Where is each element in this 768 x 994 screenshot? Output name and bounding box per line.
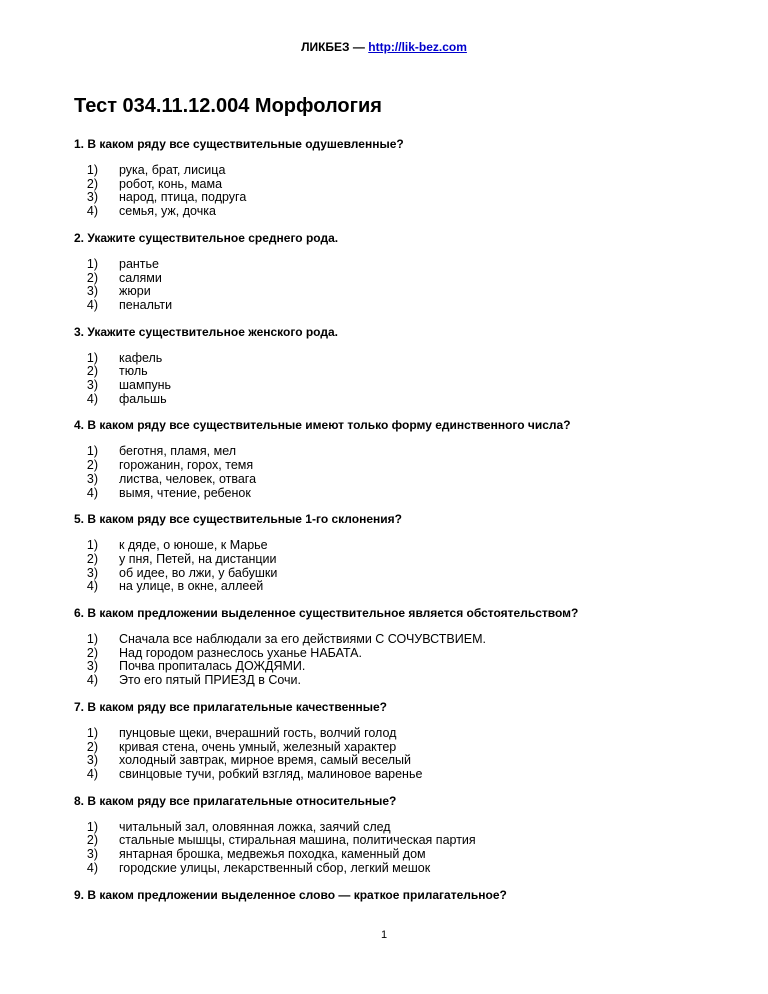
answer-option bbox=[74, 459, 714, 473]
answer-option bbox=[74, 539, 714, 553]
answer-options bbox=[74, 821, 714, 876]
option-number: 1) bbox=[86, 632, 98, 647]
option-number: 4) bbox=[86, 391, 98, 406]
header-site-link[interactable]: http://lik-bez.com bbox=[368, 40, 467, 54]
option-number: 2) bbox=[86, 833, 98, 848]
answer-option bbox=[74, 205, 714, 219]
option-number: 1) bbox=[86, 538, 98, 553]
option-number: 3) bbox=[86, 190, 98, 205]
answer-options bbox=[74, 633, 714, 688]
page-number: 1 bbox=[380, 929, 388, 941]
option-number: 1) bbox=[86, 163, 98, 177]
option-text: шампунь bbox=[119, 378, 172, 393]
option-number: 2) bbox=[86, 176, 98, 191]
answer-option bbox=[74, 580, 714, 594]
answer-option bbox=[74, 445, 714, 459]
question-text: 2. Укажите существительное среднего рода. bbox=[74, 230, 339, 245]
option-number: 3) bbox=[86, 471, 98, 486]
option-text: читальный зал, оловянная ложка, заячий след bbox=[119, 819, 391, 834]
option-text: салями bbox=[119, 270, 162, 285]
answer-option bbox=[74, 365, 714, 379]
answer-option bbox=[74, 741, 714, 755]
question-9 bbox=[74, 888, 714, 903]
option-text: пунцовые щеки, вчерашний гость, волчий голод bbox=[119, 725, 397, 740]
option-text: жюри bbox=[119, 284, 151, 299]
option-text: беготня, пламя, мел bbox=[119, 444, 237, 459]
option-number: 3) bbox=[86, 659, 98, 674]
option-number: 4) bbox=[86, 673, 98, 688]
question-5 bbox=[74, 512, 714, 594]
option-number: 3) bbox=[86, 753, 98, 768]
option-number: 4) bbox=[86, 204, 98, 219]
answer-option bbox=[74, 352, 714, 366]
answer-option bbox=[74, 258, 714, 272]
question-4 bbox=[74, 418, 714, 500]
option-number: 2) bbox=[86, 739, 98, 754]
question-list bbox=[74, 137, 714, 915]
option-number: 4) bbox=[86, 766, 98, 781]
answer-option bbox=[74, 393, 714, 407]
answer-option bbox=[74, 473, 714, 487]
option-text: свинцовые тучи, робкий взгляд, малиновое варенье bbox=[119, 766, 423, 781]
answer-options bbox=[74, 258, 714, 313]
answer-option bbox=[74, 285, 714, 299]
option-number: 2) bbox=[86, 551, 98, 566]
option-text: к дяде, о юноше, к Марье bbox=[119, 538, 268, 553]
option-text: тюль bbox=[119, 364, 148, 379]
option-text: рука, брат, лисица bbox=[119, 163, 226, 177]
option-number: 2) bbox=[86, 645, 98, 660]
question-text: 7. В каком ряду все прилагательные качественные? bbox=[74, 699, 387, 714]
question-text: 8. В каком ряду все прилагательные относительные? bbox=[74, 793, 397, 808]
answer-option bbox=[74, 647, 714, 661]
option-text: пенальти bbox=[119, 297, 173, 312]
answer-option bbox=[74, 164, 714, 178]
option-number: 2) bbox=[86, 364, 98, 379]
option-number: 4) bbox=[86, 297, 98, 312]
answer-option bbox=[74, 821, 714, 835]
option-number: 3) bbox=[86, 284, 98, 299]
option-text: Почва пропиталась ДОЖДЯМИ. bbox=[119, 659, 306, 674]
answer-option bbox=[74, 754, 714, 768]
option-text: робот, конь, мама bbox=[119, 176, 223, 191]
option-text: горожанин, горох, темя bbox=[119, 458, 254, 473]
question-7 bbox=[74, 700, 714, 782]
option-number: 4) bbox=[86, 485, 98, 500]
answer-option bbox=[74, 299, 714, 313]
page-title: Тест 034.11.12.004 Морфология bbox=[74, 95, 382, 117]
question-text: 9. В каком предложении выделенное слово — краткое прилагательное? bbox=[74, 887, 507, 902]
option-text: Над городом разнеслось уханье НАБАТА. bbox=[119, 645, 362, 660]
answer-option bbox=[74, 379, 714, 393]
answer-option bbox=[74, 862, 714, 876]
question-text: 1. В каком ряду все существительные одушевленные? bbox=[74, 137, 404, 151]
option-number: 1) bbox=[86, 444, 98, 459]
option-text: на улице, в окне, аллеей bbox=[119, 579, 264, 594]
option-number: 1) bbox=[86, 725, 98, 740]
answer-options bbox=[74, 352, 714, 407]
option-text: листва, человек, отвага bbox=[119, 471, 257, 486]
option-text: холодный завтрак, мирное время, самый веселый bbox=[119, 753, 412, 768]
answer-option bbox=[74, 272, 714, 286]
option-text: рантье bbox=[119, 256, 159, 271]
question-2 bbox=[74, 231, 714, 313]
option-text: кафель bbox=[119, 350, 163, 365]
question-text: 6. В каком предложении выделенное существительное является обстоятельством? bbox=[74, 606, 579, 621]
answer-options bbox=[74, 164, 714, 219]
option-number: 3) bbox=[86, 378, 98, 393]
question-3 bbox=[74, 325, 714, 407]
option-text: кривая стена, очень умный, железный характер bbox=[119, 739, 397, 754]
answer-option bbox=[74, 567, 714, 581]
question-1 bbox=[74, 137, 714, 219]
option-text: городские улицы, лекарственный сбор, легкий мешок bbox=[119, 860, 431, 875]
answer-option bbox=[74, 633, 714, 647]
answer-options bbox=[74, 445, 714, 500]
option-number: 2) bbox=[86, 458, 98, 473]
answer-option bbox=[74, 178, 714, 192]
page-header bbox=[0, 40, 768, 54]
option-text: у пня, Петей, на дистанции bbox=[119, 551, 277, 566]
option-number: 4) bbox=[86, 579, 98, 594]
answer-options bbox=[74, 727, 714, 782]
answer-option bbox=[74, 727, 714, 741]
header-site-name: ЛИКБЕЗ — bbox=[301, 40, 369, 54]
option-text: стальные мышцы, стиральная машина, политическая партия bbox=[119, 833, 476, 848]
answer-option bbox=[74, 191, 714, 205]
answer-option bbox=[74, 674, 714, 688]
question-8 bbox=[74, 794, 714, 876]
answer-option bbox=[74, 660, 714, 674]
option-text: Это его пятый ПРИЕЗД в Сочи. bbox=[119, 673, 302, 688]
option-number: 1) bbox=[86, 256, 98, 271]
option-text: об идее, во лжи, у бабушки bbox=[119, 565, 278, 580]
answer-option bbox=[74, 848, 714, 862]
option-text: семья, уж, дочка bbox=[119, 204, 216, 219]
option-number: 1) bbox=[86, 819, 98, 834]
option-text: фальшь bbox=[119, 391, 167, 406]
question-6 bbox=[74, 606, 714, 688]
question-text: 5. В каком ряду все существительные 1-го склонения? bbox=[74, 512, 402, 527]
option-number: 1) bbox=[86, 350, 98, 365]
question-text: 4. В каком ряду все существительные имеют только форму единственного числа? bbox=[74, 418, 571, 433]
answer-options bbox=[74, 539, 714, 594]
answer-option bbox=[74, 834, 714, 848]
option-number: 3) bbox=[86, 565, 98, 580]
question-text: 3. Укажите существительное женского рода. bbox=[74, 324, 338, 339]
option-number: 3) bbox=[86, 847, 98, 862]
answer-option bbox=[74, 768, 714, 782]
option-number: 4) bbox=[86, 860, 98, 875]
option-text: янтарная брошка, медвежья походка, каменный дом bbox=[119, 847, 426, 862]
option-number: 2) bbox=[86, 270, 98, 285]
answer-option bbox=[74, 487, 714, 501]
answer-option bbox=[74, 553, 714, 567]
option-text: народ, птица, подруга bbox=[119, 190, 247, 205]
option-text: вымя, чтение, ребенок bbox=[119, 485, 251, 500]
option-text: Сначала все наблюдали за его действиями С СОЧУВСТВИЕМ. bbox=[119, 632, 486, 647]
